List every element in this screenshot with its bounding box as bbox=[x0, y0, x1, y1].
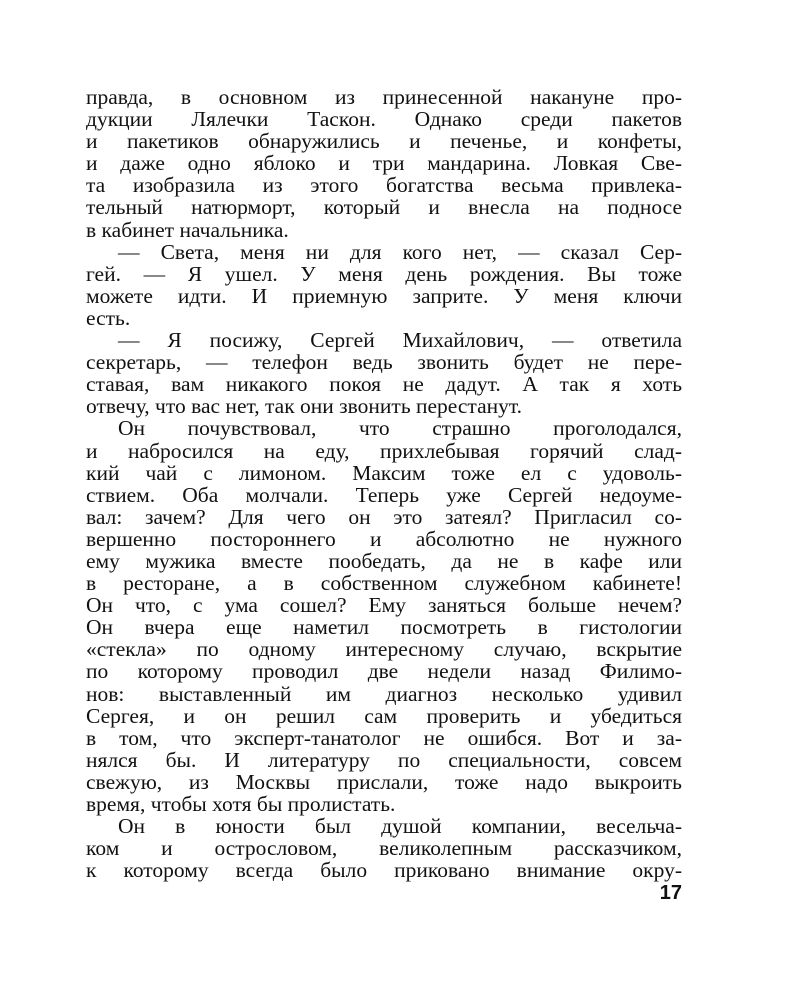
text-line: по которому проводил две недели назад Филимо- bbox=[86, 659, 682, 684]
text-line: та изобразила из этого богатства весьма привлека- bbox=[86, 173, 682, 198]
paragraph-3 bbox=[86, 329, 682, 417]
text-line: секретарь, — телефон ведь звонить будет не пере- bbox=[86, 350, 682, 375]
text-line: можете идти. И приемную заприте. У меня ключи bbox=[86, 283, 682, 308]
text-line: и набросился на еду, прихлебывая горячий слад- bbox=[86, 438, 682, 463]
page-number: 17 bbox=[659, 882, 682, 904]
text-line: в кабинет начальника. bbox=[86, 217, 289, 242]
text-line: и пакетиков обнаружились и печенье, и конфеты, bbox=[86, 129, 682, 154]
text-line: — Света, меня ни для кого нет, — сказал Сер- bbox=[118, 239, 682, 264]
text-line: Он что, с ума сошел? Ему заняться больше нечем? bbox=[86, 593, 682, 618]
text-line: тельный натюрморт, который и внесла на подносе bbox=[86, 195, 682, 220]
text-line: время, чтобы хотя бы пролистать. bbox=[86, 792, 396, 816]
text-line: гей. — Я ушел. У меня день рождения. Вы тоже bbox=[86, 261, 682, 286]
text-line: свежую, из Москвы прислали, тоже надо выкроить bbox=[86, 769, 682, 794]
text-line: ставая, вам никакого покоя не дадут. А так я хоть bbox=[86, 372, 682, 397]
text-line: вершенно постороннего и абсолютно не нужного bbox=[86, 526, 682, 551]
text-line: кий чай с лимоном. Максим тоже ел с удоволь- bbox=[86, 460, 682, 485]
text-line: есть. bbox=[86, 305, 131, 330]
text-line: ствием. Оба молчали. Теперь уже Сергей недоуме- bbox=[86, 482, 682, 507]
paragraph-4 bbox=[86, 417, 682, 815]
text-line: и даже одно яблоко и три мандарина. Ловкая Све- bbox=[86, 151, 682, 176]
text-line: к которому всегда было приковано внимание окру- bbox=[86, 858, 682, 883]
paragraph-1 bbox=[86, 86, 682, 241]
text-line: нов: выставленный им диагноз несколько удивил bbox=[86, 681, 682, 706]
text-line: отвечу, что вас нет, так они звонить перестанут. bbox=[86, 394, 523, 419]
paragraph-2 bbox=[86, 241, 682, 329]
text-line: в ресторане, а в собственном служебном кабинете! bbox=[86, 571, 682, 596]
text-line: Он в юности был душой компании, весельча- bbox=[118, 814, 682, 839]
text-line: вал: зачем? Для чего он это затеял? Пригласил со- bbox=[86, 504, 682, 529]
text-line: правда, в основном из принесенной накануне про- bbox=[86, 85, 682, 109]
text-line: — Я посижу, Сергей Михайлович, — ответила bbox=[118, 328, 682, 353]
text-line: «стекла» по одному интересному случаю, вскрытие bbox=[86, 637, 682, 662]
text-line: нялся бы. И литературу по специальности, совсем bbox=[86, 747, 682, 772]
page-text bbox=[86, 86, 682, 881]
text-line: дукции Лялечки Таскон. Однако среди пакетов bbox=[86, 107, 682, 132]
text-line: Сергея, и он решил сам проверить и убедиться bbox=[86, 703, 682, 728]
paragraph-5 bbox=[86, 815, 682, 881]
text-line: в том, что эксперт-танатолог не ошибся. Вот и за- bbox=[86, 725, 682, 750]
text-line: ком и острословом, великолепным рассказчиком, bbox=[86, 836, 682, 861]
text-line: Он почувствовал, что страшно проголодался, bbox=[118, 416, 682, 441]
text-line: ему мужика вместе пообедать, да не в кафе или bbox=[86, 548, 682, 573]
text-line: Он вчера еще наметил посмотреть в гистологии bbox=[86, 615, 682, 640]
